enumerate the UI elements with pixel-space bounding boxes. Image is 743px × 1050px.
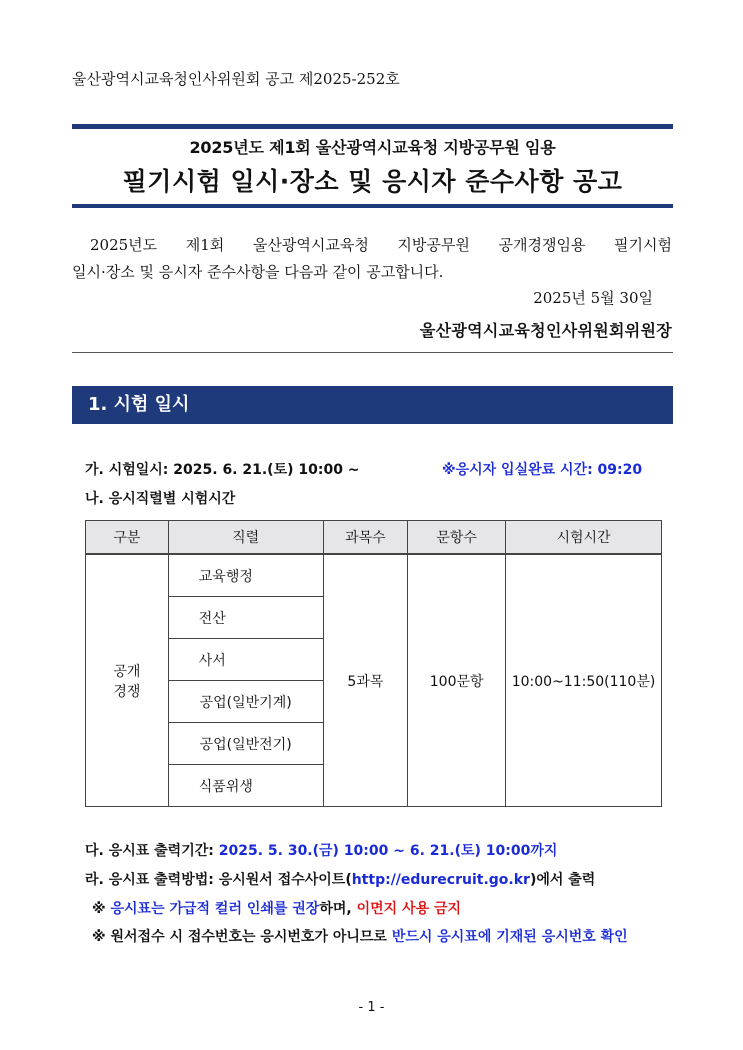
item-da-value: 2025. 5. 30.(금) 10:00 ~ 6. 21.(토) 10:00까지 [218,843,558,859]
job-name: 공업(일반전기) [199,736,292,753]
job-cell [168,765,323,807]
job-cell [168,597,323,639]
note-1-mid: 하며, [319,901,352,917]
table-header: 구분 [86,521,169,555]
category-line-2: 경쟁 [113,683,141,700]
note-2 [92,926,628,946]
item-ra [85,869,595,889]
category-line-1: 공개 [113,663,141,680]
title-top-bar [72,124,673,129]
title-box [72,124,673,208]
job-name: 식품위생 [198,778,253,795]
section-1-header: 1. 시험 일시 [72,386,673,424]
table-header: 과목수 [323,521,408,555]
item-ra-suffix: )에서 출력 [529,872,596,888]
note-1-red: 이면지 사용 금지 [356,901,462,917]
table-header: 문항수 [408,521,506,555]
note-1-blue: 응시표는 가급적 컬러 인쇄를 권장 [110,901,320,917]
intro-line-2: 일시·장소 및 응시자 준수사항을 다음과 같이 공고합니다. [72,263,444,281]
notice-date: 2025년 5월 30일 [533,289,653,307]
note-1 [92,898,461,918]
item-da [85,840,557,860]
table-row [86,554,662,597]
job-cell [168,681,323,723]
table-header: 직렬 [168,521,323,555]
note-2-mark: ※ [92,929,106,945]
title-bottom-bar [72,204,673,208]
intro-paragraph [72,232,672,286]
item-ra-url[interactable]: http://edurecruit.go.kr [351,872,530,888]
signer: 울산광역시교육청인사위원회위원장 [419,321,672,340]
job-name: 사서 [198,652,226,669]
item-ga-note: ※응시자 입실완료 시간: 09:20 [442,462,643,478]
time-cell: 10:00~11:50(110분) [506,554,662,807]
note-2-blue: 반드시 응시표에 기재된 응시번호 확인 [391,929,628,945]
questions-cell: 100문항 [408,554,506,807]
job-name: 전산 [198,610,226,627]
category-cell [86,554,169,807]
job-name: 교육행정 [198,568,253,585]
subjects-cell: 5과목 [323,554,408,807]
divider [72,352,673,353]
job-cell [168,554,323,597]
table-header-row [86,521,662,555]
item-ga: 가. 시험일시: 2025. 6. 21.(토) 10:00 ~ [85,462,360,478]
exam-schedule-table [85,520,662,807]
intro-line-1: 2025년도 제1회 울산광역시교육청 지방공무원 공개경쟁임용 필기시험 [90,236,672,254]
job-cell [168,723,323,765]
title-main: 필기시험 일시·장소 및 응시자 준수사항 공고 [122,167,623,196]
page-number: - 1 - [358,1000,385,1015]
title-sub: 2025년도 제1회 울산광역시교육청 지방공무원 임용 [189,138,556,157]
item-na: 나. 응시직렬별 시험시간 [85,491,236,507]
job-name: 공업(일반기계) [199,694,292,711]
note-1-mark: ※ [92,901,106,917]
job-cell [168,639,323,681]
item-da-label: 다. 응시표 출력기간: [85,843,214,859]
table-header: 시험시간 [506,521,662,555]
item-ra-label: 라. 응시표 출력방법: 응시원서 접수사이트( [85,872,352,888]
notice-number: 울산광역시교육청인사위원회 공고 제2025-252호 [72,70,400,88]
note-2-black: 원서접수 시 접수번호는 응시번호가 아니므로 [110,929,387,945]
